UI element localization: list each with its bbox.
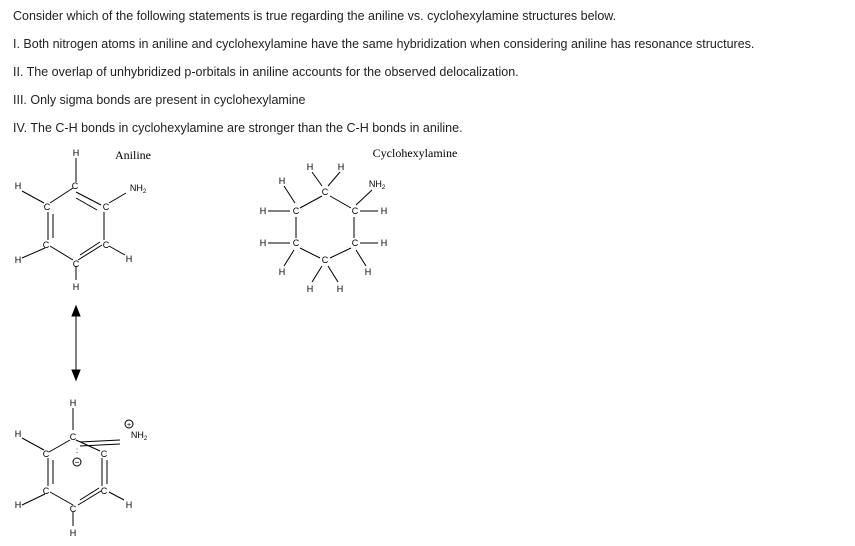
aniline-title: Aniline	[115, 148, 151, 162]
svg-text:C: C	[42, 486, 50, 496]
question-prompt: Consider which of the following statements is true regarding the aniline vs. cyclohexylamine structures below.	[13, 9, 617, 23]
svg-text:C: C	[102, 202, 110, 212]
svg-text:H: H	[306, 284, 314, 294]
svg-text:H: H	[278, 176, 286, 186]
svg-text:C: C	[292, 206, 300, 216]
svg-text:H: H	[380, 238, 388, 248]
svg-text:C: C	[102, 240, 110, 250]
aniline-resonance-atoms	[15, 398, 148, 538]
resonance-arrow	[72, 306, 80, 380]
cyclohexylamine-title: Cyclohexylamine	[372, 146, 458, 160]
svg-text:C: C	[42, 449, 50, 459]
aniline-atoms	[15, 148, 147, 292]
svg-text:C: C	[321, 187, 329, 197]
svg-text:H: H	[278, 267, 286, 277]
statement-2: II. The overlap of unhybridized p-orbitals in aniline accounts for the observed delocalization.	[13, 65, 519, 79]
svg-text:C: C	[71, 181, 79, 191]
svg-text:H: H	[336, 284, 344, 294]
svg-text:C: C	[292, 238, 300, 248]
statement-1: I. Both nitrogen atoms in aniline and cyclohexylamine have the same hybridization when considering aniline has resonance structures.	[13, 37, 755, 51]
svg-text:H: H	[14, 429, 22, 439]
svg-text:H: H	[14, 500, 22, 510]
svg-text:H: H	[14, 255, 22, 265]
svg-text:H: H	[125, 500, 133, 510]
svg-text:H: H	[364, 267, 372, 277]
svg-text:H: H	[337, 162, 345, 172]
svg-text:H: H	[69, 398, 77, 408]
svg-text:H: H	[259, 206, 267, 216]
svg-text:C: C	[69, 504, 77, 514]
svg-text:H: H	[125, 254, 133, 264]
svg-text:H: H	[259, 238, 267, 248]
statement-3: III. Only sigma bonds are present in cyclohexylamine	[13, 93, 306, 107]
svg-text:C: C	[72, 259, 80, 269]
svg-text:+: +	[126, 422, 132, 429]
svg-text:H: H	[69, 528, 77, 538]
svg-text:H: H	[72, 148, 80, 158]
svg-text:C: C	[100, 449, 108, 459]
svg-text:H: H	[14, 181, 22, 191]
svg-text:−: −	[74, 458, 80, 467]
svg-text:C: C	[69, 432, 77, 442]
statement-4: IV. The C-H bonds in cyclohexylamine are stronger than the C-H bonds in aniline.	[13, 121, 463, 135]
structures-figure	[0, 140, 520, 546]
svg-text:H: H	[72, 282, 80, 292]
cyclohexylamine-atoms	[260, 162, 388, 294]
svg-text:C: C	[321, 255, 329, 265]
svg-text:C: C	[42, 240, 50, 250]
svg-text:C: C	[351, 206, 359, 216]
svg-text:NH2: $NH_2$	[130, 430, 148, 442]
svg-text::: :	[75, 446, 79, 455]
svg-text:NH2: $NH_2$	[129, 183, 147, 195]
svg-text:C: C	[100, 486, 108, 496]
svg-text:H: H	[306, 162, 314, 172]
svg-text:NH2: $NH_2$	[368, 179, 386, 191]
svg-text:C: C	[43, 202, 51, 212]
svg-text:C: C	[351, 238, 359, 248]
svg-text:H: H	[380, 206, 388, 216]
